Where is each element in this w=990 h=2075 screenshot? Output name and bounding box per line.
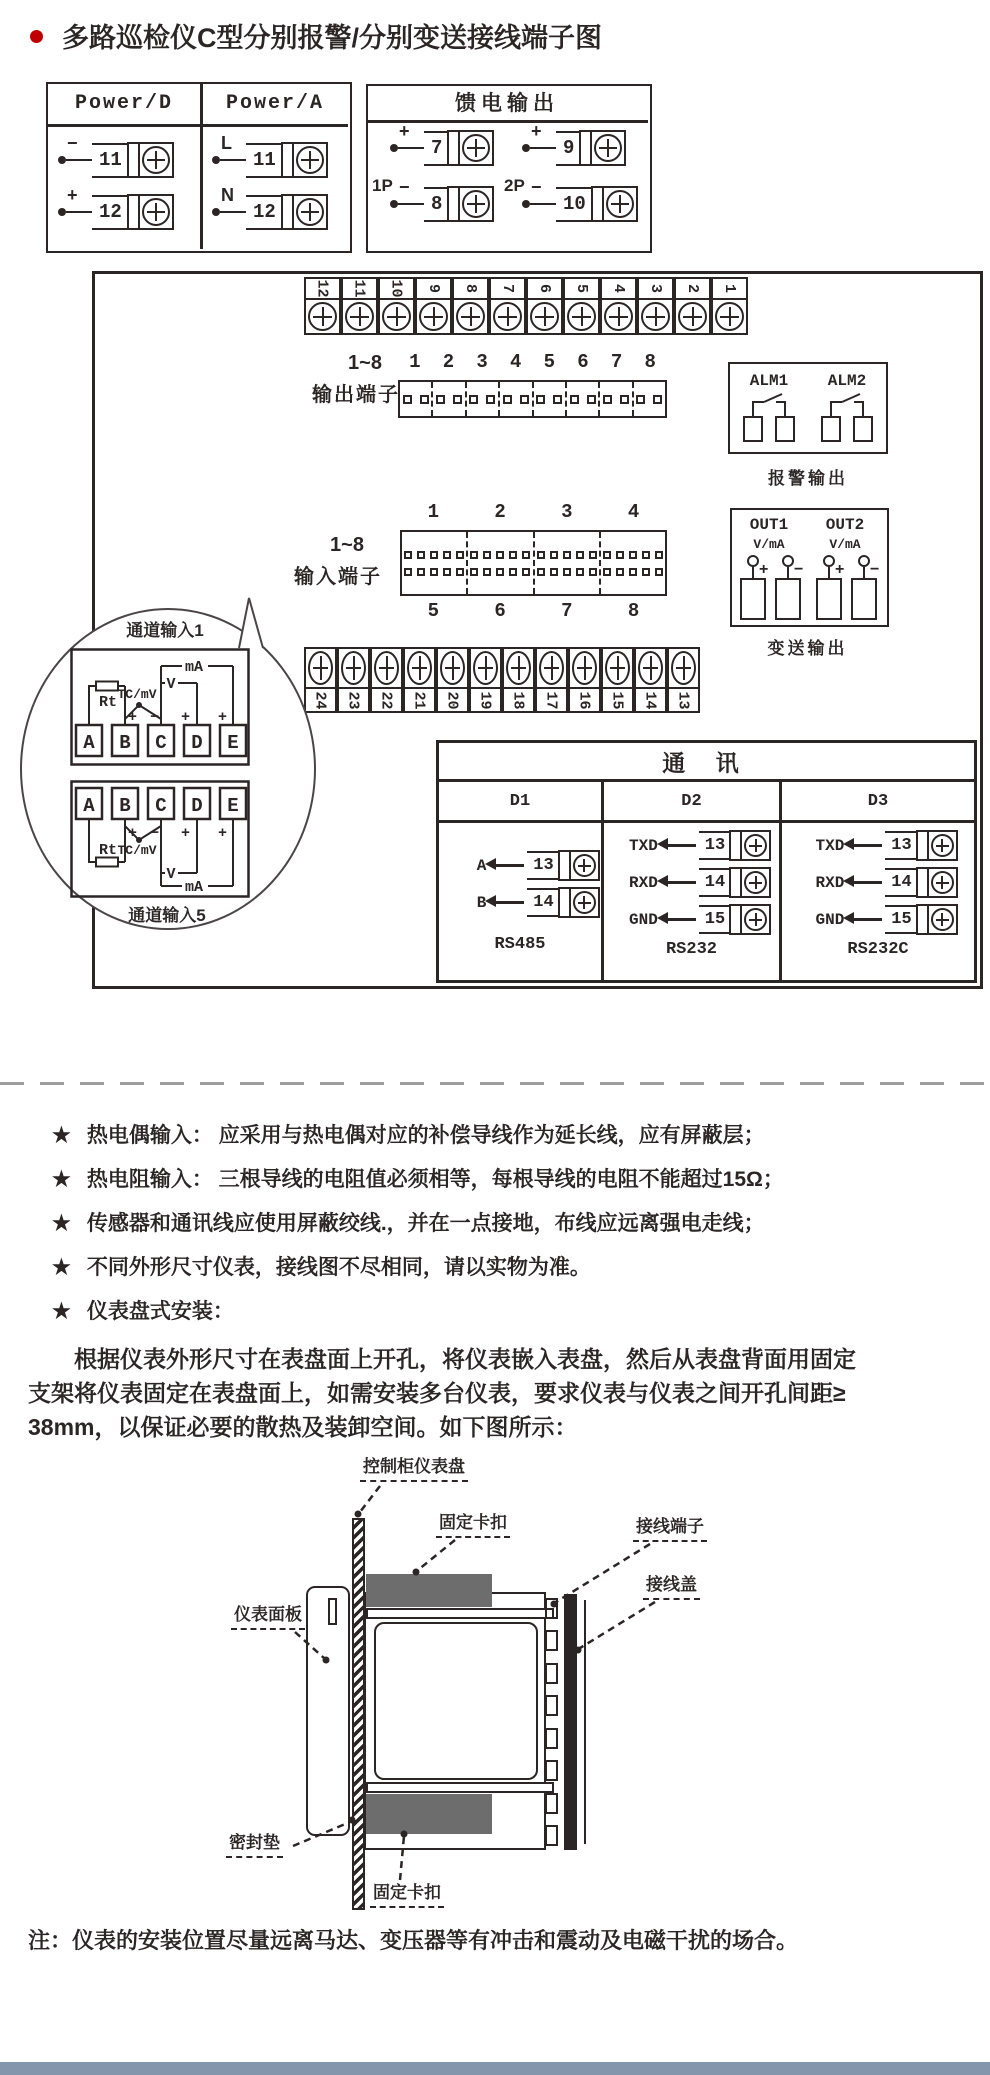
screw-terminal-icon bbox=[292, 142, 328, 178]
arrow-left-icon bbox=[666, 918, 696, 921]
screw-terminal-icon bbox=[458, 130, 494, 166]
screw-terminal-icon bbox=[458, 186, 494, 222]
screw-terminal-icon bbox=[927, 830, 958, 861]
input-numbers-top: 1 2 3 4 bbox=[427, 501, 640, 523]
out2-unit: V/mA bbox=[829, 537, 861, 552]
out2-minus-pin: − bbox=[851, 555, 877, 620]
feed-terminal-8: − 8 bbox=[390, 186, 494, 222]
feed-group-label: 1P bbox=[372, 176, 393, 195]
leader-lines-overlay bbox=[0, 1450, 990, 1920]
terminal-cell: 13 bbox=[667, 647, 700, 713]
svg-text:V: V bbox=[166, 866, 176, 883]
relay-contact-icon bbox=[741, 390, 797, 444]
comm-table bbox=[436, 740, 977, 983]
svg-text:V: V bbox=[166, 676, 176, 693]
svg-text:D: D bbox=[191, 732, 203, 754]
label-panel: 控制柜仪表盘 bbox=[360, 1456, 468, 1482]
comm-col-rs232c: TXD 13 RXD 14 GND 15 RS232C bbox=[779, 823, 974, 983]
svg-text:−: − bbox=[149, 709, 159, 726]
input-numbers-bottom: 5 6 7 8 bbox=[427, 600, 640, 622]
label-front-panel: 仪表面板 bbox=[231, 1604, 305, 1630]
svg-text:A: A bbox=[83, 732, 95, 754]
terminal-cell: 10 bbox=[378, 277, 415, 335]
screw-terminal-icon bbox=[415, 300, 452, 335]
screw-terminal-icon bbox=[526, 300, 563, 335]
svg-text:+: + bbox=[217, 709, 227, 726]
arrow-left-icon bbox=[494, 901, 524, 904]
arrow-left-icon bbox=[852, 918, 882, 921]
svg-text:C: C bbox=[155, 795, 167, 817]
terminal-number: 12 bbox=[92, 195, 127, 230]
screw-terminal-icon bbox=[403, 647, 436, 689]
screw-terminal-icon bbox=[489, 300, 526, 335]
terminal-plate-icon bbox=[127, 194, 138, 230]
svg-text:+: + bbox=[128, 709, 138, 726]
out2-label: OUT2 bbox=[825, 516, 865, 534]
screw-terminal-icon bbox=[600, 300, 637, 335]
screw-terminal-icon bbox=[927, 904, 958, 935]
terminal-cell: 7 bbox=[489, 277, 526, 335]
top-terminal-strip bbox=[304, 277, 748, 335]
wire-dot-icon bbox=[58, 156, 66, 164]
comm-title: 通 讯 bbox=[439, 743, 974, 782]
input-terminal-block bbox=[400, 530, 667, 596]
arrow-left-icon bbox=[494, 864, 524, 867]
feed-output-title: 馈电输出 bbox=[455, 92, 559, 115]
svg-text:Rt: Rt bbox=[99, 842, 118, 859]
channel-input-1-diagram bbox=[70, 648, 250, 766]
terminal-cell: 15 bbox=[601, 647, 634, 713]
terminal-number: 11 bbox=[246, 143, 281, 178]
label-terminal: 接线端子 bbox=[633, 1516, 707, 1542]
screw-terminal-icon bbox=[370, 647, 403, 689]
terminal-cell: 19 bbox=[469, 647, 502, 713]
comm-col-rs485: A 13 B 14 RS485 bbox=[439, 823, 601, 983]
comm-header-row bbox=[439, 782, 974, 823]
screw-terminal-icon bbox=[667, 647, 700, 689]
alarm-relay-alm2 bbox=[819, 372, 875, 449]
terminal-plate-icon bbox=[127, 142, 138, 178]
terminal-cell: 24 bbox=[304, 647, 337, 713]
terminal-cell: 8 bbox=[452, 277, 489, 335]
out1-plus-pin: + bbox=[740, 555, 766, 620]
output-block-range: 1~8 bbox=[348, 352, 382, 374]
install-paragraph: 根据仪表外形尺寸在表盘面上开孔，将仪表嵌入表盘，然后从表盘背面用固定 支架将仪表固定在表盘面上，如需安装多台仪表，要求仪表与仪表之间开孔间距≥ 38mm，以保证必要的散热及装卸空间。如下图所示： bbox=[28, 1346, 856, 1440]
screw-terminal-icon bbox=[590, 130, 626, 166]
output-terminal-block bbox=[398, 380, 667, 418]
screw-terminal-icon bbox=[341, 300, 378, 335]
out2-plus-pin: + bbox=[816, 555, 842, 620]
channel-input-1-title: 通道输入1 bbox=[126, 621, 204, 640]
comm-caption: RS232C bbox=[847, 940, 909, 959]
svg-text:mA: mA bbox=[184, 659, 204, 676]
feed-group-1p bbox=[372, 120, 508, 243]
svg-text:C: C bbox=[155, 732, 167, 754]
power-d-header: Power/D bbox=[74, 91, 173, 115]
comm-caption: RS485 bbox=[494, 935, 546, 954]
input-block-range: 1~8 bbox=[330, 534, 364, 556]
terminal-cell: 2 bbox=[674, 277, 711, 335]
screw-terminal-icon bbox=[601, 647, 634, 689]
svg-text:+: + bbox=[128, 825, 138, 842]
svg-text:B: B bbox=[119, 732, 131, 754]
comm-col-d2-header: D2 bbox=[601, 782, 779, 820]
screw-terminal-icon bbox=[304, 300, 341, 335]
note-shielding: ★ 传感器和通讯线应使用屏蔽绞线.，并在一点接地，布线应远离强电走线； bbox=[52, 1212, 765, 1235]
footer-bar bbox=[0, 2062, 990, 2075]
label-clamp-top: 固定卡扣 bbox=[436, 1512, 510, 1538]
screw-terminal-icon bbox=[469, 647, 502, 689]
arrow-left-icon bbox=[666, 881, 696, 884]
comm-col-d1-header: D1 bbox=[509, 791, 531, 811]
screw-terminal-icon bbox=[436, 647, 469, 689]
screw-terminal-icon bbox=[674, 300, 711, 335]
svg-text:+: + bbox=[180, 709, 190, 726]
comm-caption: RS232 bbox=[665, 940, 717, 959]
svg-text:D: D bbox=[191, 795, 203, 817]
terminal-cell: 5 bbox=[563, 277, 600, 335]
wire-dot-icon bbox=[212, 156, 220, 164]
svg-text:+: + bbox=[217, 825, 227, 842]
terminal-number: 11 bbox=[92, 143, 127, 178]
screw-terminal-icon bbox=[740, 867, 771, 898]
screw-terminal-icon bbox=[138, 194, 174, 230]
section-divider bbox=[0, 1082, 990, 1085]
svg-text:TC/mV: TC/mV bbox=[117, 843, 157, 858]
feed-terminal-10: − 10 bbox=[522, 186, 638, 222]
screw-terminal-icon bbox=[602, 186, 638, 222]
terminal-cell: 12 bbox=[304, 277, 341, 335]
feed-terminal-7: + 7 bbox=[390, 130, 494, 166]
polarity-sign: + bbox=[67, 184, 78, 205]
alarm-output-box bbox=[728, 362, 888, 454]
alarm-label: ALM2 bbox=[827, 372, 867, 390]
wire-dot-icon bbox=[58, 208, 66, 216]
screw-terminal-icon bbox=[292, 194, 328, 230]
screw-terminal-icon bbox=[711, 300, 748, 335]
svg-text:−: − bbox=[149, 825, 159, 842]
alarm-label: ALM1 bbox=[749, 372, 789, 390]
red-bullet-icon bbox=[30, 30, 43, 43]
svg-text:B: B bbox=[119, 795, 131, 817]
terminal-cell: 14 bbox=[634, 647, 667, 713]
channel-input-5-title: 通道输入5 bbox=[128, 906, 206, 925]
screw-terminal-icon bbox=[569, 887, 600, 918]
terminal-cell: 20 bbox=[436, 647, 469, 713]
screw-terminal-icon bbox=[563, 300, 600, 335]
terminal-cell: 6 bbox=[526, 277, 563, 335]
screw-terminal-icon bbox=[740, 904, 771, 935]
arrow-left-icon bbox=[852, 844, 882, 847]
svg-text:A: A bbox=[83, 795, 95, 817]
terminal-cell: 23 bbox=[337, 647, 370, 713]
output-numbers-row: 1 2 3 4 5 6 7 8 bbox=[409, 351, 656, 373]
svg-text:Rt: Rt bbox=[99, 694, 118, 711]
alarm-caption: 报警输出 bbox=[768, 469, 848, 488]
feed-group-2p bbox=[504, 120, 642, 243]
terminal-cell: 17 bbox=[535, 647, 568, 713]
note-rtd: ★ 热电阻输入： 三根导线的电阻值必须相等，每根导线的电阻不能超过15Ω； bbox=[52, 1168, 784, 1191]
note-thermocouple: ★ 热电偶输入： 应采用与热电偶对应的补偿导线作为延长线，应有屏蔽层； bbox=[52, 1124, 765, 1147]
screw-terminal-icon bbox=[452, 300, 489, 335]
footer-note: 注：仪表的安装位置尽量远离马达、变压器等有冲击和震动及电磁干扰的场合。 bbox=[28, 1928, 799, 1953]
power-a-header: Power/A bbox=[225, 91, 324, 115]
terminal-plate-icon bbox=[281, 194, 292, 230]
page-title: 多路巡检仪C型分别报警/分别变送接线端子图 bbox=[62, 23, 602, 53]
feed-terminal-9: + 9 bbox=[522, 130, 626, 166]
power-d-terminal-11 bbox=[58, 132, 174, 178]
out1-unit: V/mA bbox=[753, 537, 785, 552]
polarity-sign: − bbox=[67, 132, 78, 153]
note-panel-mount: ★ 仪表盘式安装： bbox=[52, 1300, 234, 1323]
comm-body bbox=[439, 823, 974, 983]
screw-terminal-icon bbox=[927, 867, 958, 898]
feed-group-label: 2P bbox=[504, 176, 525, 195]
screw-terminal-icon bbox=[535, 647, 568, 689]
relay-contact-icon bbox=[819, 390, 875, 444]
svg-text:E: E bbox=[227, 732, 239, 754]
balloon-pointer-icon bbox=[234, 592, 270, 652]
arrow-left-icon bbox=[666, 844, 696, 847]
terminal-cell: 3 bbox=[637, 277, 674, 335]
terminal-cell: 18 bbox=[502, 647, 535, 713]
output-block-label: 输出端子 bbox=[312, 384, 400, 406]
label-gasket: 密封垫 bbox=[226, 1832, 283, 1858]
terminal-plate-icon bbox=[281, 142, 292, 178]
out1-minus-pin: − bbox=[775, 555, 801, 620]
svg-text:TC/mV: TC/mV bbox=[117, 687, 157, 702]
terminal-cell: 21 bbox=[403, 647, 436, 713]
terminal-cell: 4 bbox=[600, 277, 637, 335]
screw-terminal-icon bbox=[138, 142, 174, 178]
screw-terminal-icon bbox=[502, 647, 535, 689]
polarity-sign: L bbox=[221, 132, 232, 153]
input-block-label: 输入端子 bbox=[294, 566, 382, 588]
wire-dot-icon bbox=[212, 208, 220, 216]
transmit-caption: 变送输出 bbox=[767, 639, 848, 658]
terminal-cell: 11 bbox=[341, 277, 378, 335]
screw-terminal-icon bbox=[637, 300, 674, 335]
svg-text:+: + bbox=[180, 825, 190, 842]
screw-terminal-icon bbox=[378, 300, 415, 335]
polarity-sign: N bbox=[221, 184, 234, 205]
screw-terminal-icon bbox=[304, 647, 337, 689]
comm-col-d3-header: D3 bbox=[779, 782, 974, 820]
arrow-left-icon bbox=[852, 881, 882, 884]
terminal-cell: 9 bbox=[415, 277, 452, 335]
bottom-terminal-strip bbox=[304, 647, 700, 713]
terminal-cell: 22 bbox=[370, 647, 403, 713]
screw-terminal-icon bbox=[569, 850, 600, 881]
out1-label: OUT1 bbox=[749, 516, 789, 534]
svg-text:E: E bbox=[227, 795, 239, 817]
terminal-cell: 1 bbox=[711, 277, 748, 335]
channel-input-5-diagram bbox=[70, 780, 250, 898]
terminal-cell: 16 bbox=[568, 647, 601, 713]
comm-col-rs232: TXD 13 RXD 14 GND 15 RS232 bbox=[601, 823, 779, 983]
label-cover: 接线盖 bbox=[643, 1574, 700, 1600]
note-dimensions: ★ 不同外形尺寸仪表，接线图不尽相同，请以实物为准。 bbox=[52, 1256, 591, 1279]
power-a-terminal-11 bbox=[212, 132, 328, 178]
screw-terminal-icon bbox=[740, 830, 771, 861]
svg-text:mA: mA bbox=[184, 879, 204, 896]
label-clamp-bottom: 固定卡扣 bbox=[370, 1882, 444, 1908]
alarm-relay-alm1 bbox=[741, 372, 797, 449]
screw-terminal-icon bbox=[568, 647, 601, 689]
power-d-terminal-12 bbox=[58, 184, 174, 230]
screw-terminal-icon bbox=[634, 647, 667, 689]
screw-terminal-icon bbox=[337, 647, 370, 689]
power-a-terminal-12 bbox=[212, 184, 328, 230]
power-box-header-rule bbox=[46, 124, 348, 127]
terminal-number: 12 bbox=[246, 195, 281, 230]
